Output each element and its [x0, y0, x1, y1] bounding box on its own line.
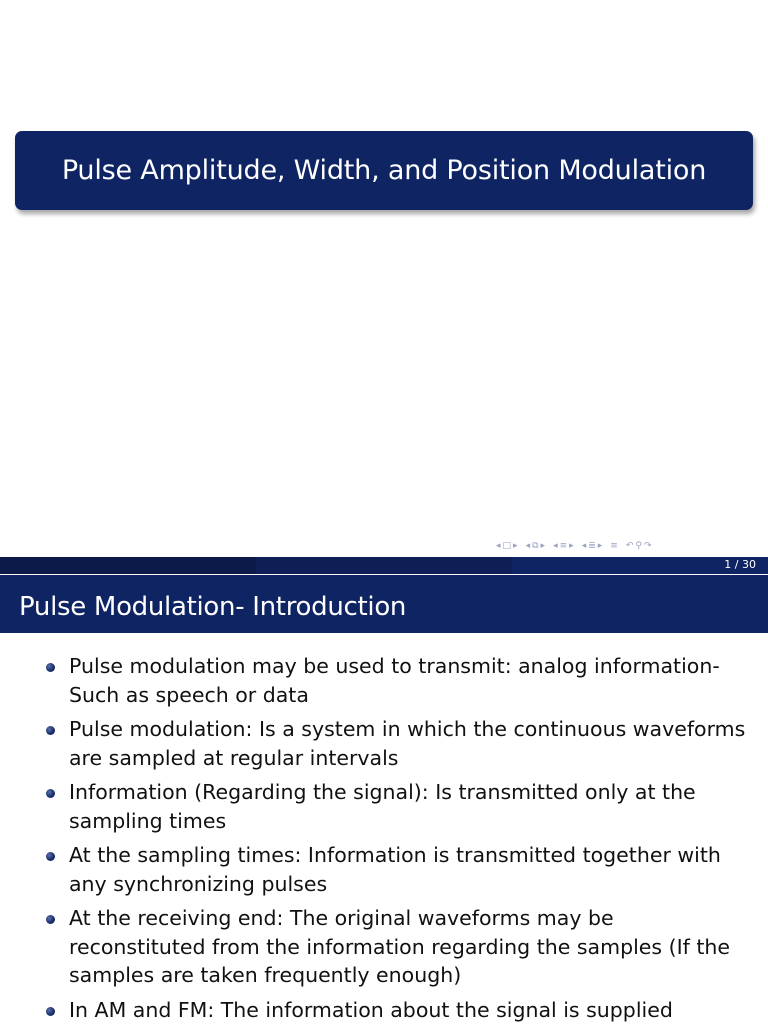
list-item — [0, 778, 768, 835]
toc-nav — [610, 541, 618, 551]
bullet-text: At the receiving end: The original waveforms may be reconstituted from the information regarding the samples (If the samples are taken frequently enough) — [69, 906, 731, 987]
title-box — [15, 131, 753, 210]
section-nav — [553, 541, 574, 551]
list-item — [0, 841, 768, 898]
next-subsection-icon[interactable]: ▸ — [540, 541, 546, 551]
back-icon[interactable]: ↶ — [625, 541, 634, 551]
footer-segment-middle — [256, 557, 512, 574]
bullet-list — [0, 652, 768, 1030]
document-nav — [582, 541, 603, 551]
frame-title: Pulse Modulation- Introduction — [19, 592, 407, 622]
footer-segment-left — [0, 557, 256, 574]
bullet-text: Pulse modulation: Is a system in which the continuous waveforms are sampled at regular intervals — [69, 717, 746, 770]
frame-icon[interactable]: □ — [502, 541, 512, 551]
list-item — [0, 715, 768, 772]
bullet-text: At the sampling times: Information is transmitted together with any synchronizing pulses — [69, 843, 721, 896]
toc-icon[interactable]: ≡ — [610, 541, 618, 551]
search-icon[interactable]: ⚲ — [635, 541, 642, 551]
bullet-icon — [46, 915, 55, 924]
next-frame-icon[interactable]: ▸ — [513, 541, 518, 551]
bullet-text: Pulse modulation may be used to transmit: analog information- Such as speech or data — [69, 654, 720, 707]
next-doc-icon[interactable]: ▸ — [597, 541, 603, 551]
forward-icon[interactable]: ↷ — [643, 541, 652, 551]
prev-section-icon[interactable]: ◂ — [553, 541, 558, 551]
frame-title-bar — [0, 575, 768, 633]
list-item — [0, 904, 768, 990]
prev-doc-icon[interactable]: ◂ — [581, 541, 587, 551]
bullet-text: In AM and FM: The information about the signal is supplied — [69, 997, 673, 1022]
bullet-text: Information (Regarding the signal): Is transmitted only at the sampling times — [69, 780, 696, 833]
frame-nav — [496, 541, 518, 551]
search-nav — [626, 541, 652, 551]
bullet-icon — [46, 789, 55, 798]
section-icon[interactable]: ≡ — [559, 541, 568, 551]
list-item — [0, 652, 768, 709]
list-item — [0, 996, 768, 1025]
presentation-title: Pulse Amplitude, Width, and Position Modulation — [61, 155, 707, 186]
beamer-navigation-bar — [496, 539, 656, 553]
bullet-icon — [46, 726, 55, 735]
bullet-icon — [46, 663, 55, 672]
bullet-icon — [46, 852, 55, 861]
bullet-icon — [46, 1007, 55, 1016]
prev-subsection-icon[interactable]: ◂ — [525, 541, 531, 551]
subsection-nav — [526, 541, 546, 551]
subsection-icon[interactable]: ⧉ — [532, 541, 539, 551]
slide-footer-bar — [0, 557, 768, 574]
document-icon[interactable]: ≣ — [588, 541, 596, 551]
page-number: 1 / 30 — [724, 558, 756, 571]
prev-frame-icon[interactable]: ◂ — [496, 541, 501, 551]
next-section-icon[interactable]: ▸ — [569, 541, 574, 551]
